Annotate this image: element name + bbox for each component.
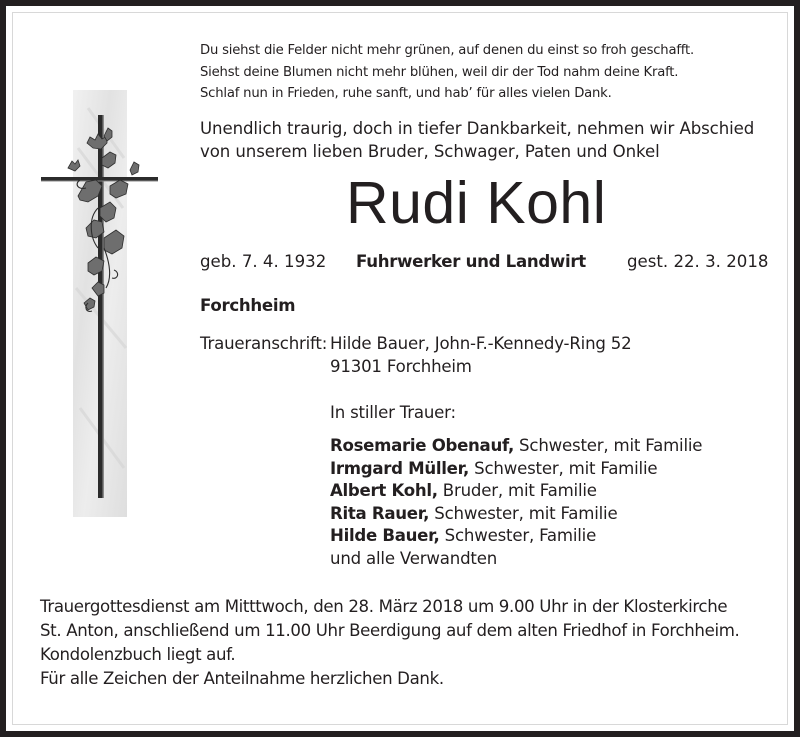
mourning-address-label: Traueranschrift: xyxy=(200,334,328,353)
mourner-name: Rita Rauer, xyxy=(330,503,430,523)
mourner-item xyxy=(330,480,702,503)
mourner-item xyxy=(330,503,702,526)
mourners-list xyxy=(330,435,702,570)
death-date: gest. 22. 3. 2018 xyxy=(627,252,769,271)
condolence-note: Kondolenzbuch liegt auf. xyxy=(40,645,236,664)
mourner-relation: Schwester, mit Familie xyxy=(469,458,658,478)
poem-line: Du siehst die Felder nicht mehr grünen, auf denen du einst so froh geschafft. xyxy=(200,43,694,58)
mourner-relation: Schwester, mit Familie xyxy=(429,503,618,523)
hometown: Forchheim xyxy=(200,296,296,315)
mourner-item xyxy=(330,435,702,458)
mourner-name: Irmgard Müller, xyxy=(330,458,470,478)
intro-text xyxy=(200,117,754,163)
mourner-name: Hilde Bauer, xyxy=(330,526,440,545)
deceased-name: Rudi Kohl xyxy=(346,170,607,236)
birth-date: geb. 7. 4. 1932 xyxy=(200,252,327,271)
mourner-relation: Schwester, Familie xyxy=(439,526,597,545)
mourner-item xyxy=(330,458,702,481)
poem-line: Siehst deine Blumen nicht mehr blühen, weil dir der Tod nahm deine Kraft. xyxy=(200,64,679,80)
occupation: Fuhrwerker und Landwirt xyxy=(356,252,586,271)
mourner-name: Rosemarie Obenauf, xyxy=(330,436,514,455)
poem xyxy=(200,40,694,105)
service-line: Trauergottesdienst am Mitttwoch, den 28. März 2018 um 9.00 Uhr in der Klosterkirche xyxy=(40,597,728,616)
intro-line: Unendlich traurig, doch in tiefer Dankbarkeit, nehmen wir Abschied xyxy=(200,119,755,138)
ivy-cross-icon xyxy=(38,88,162,520)
mourner-relation: Bruder, mit Familie xyxy=(437,481,597,500)
service-details xyxy=(40,595,739,642)
mourning-address xyxy=(330,332,632,378)
mourners-heading: In stiller Trauer: xyxy=(330,403,456,422)
mourner-name: Albert Kohl, xyxy=(330,481,438,500)
poem-line: Schlaf nun in Frieden, ruhe sanft, und hab’ für alles vielen Dank. xyxy=(200,86,612,101)
mourner-item xyxy=(330,525,702,548)
mourners-closing: und alle Verwandten xyxy=(330,548,498,568)
intro-line: von unserem lieben Bruder, Schwager, Paten und Onkel xyxy=(200,142,660,161)
service-line: St. Anton, anschließend um 11.00 Uhr Beerdigung auf dem alten Friedhof in Forchheim. xyxy=(40,620,740,640)
thanks-note: Für alle Zeichen der Anteilnahme herzlichen Dank. xyxy=(40,669,444,688)
address-line-1: Hilde Bauer, John-F.-Kennedy-Ring 52 xyxy=(330,334,632,353)
mourner-relation: Schwester, mit Familie xyxy=(513,436,703,455)
address-line-2: 91301 Forchheim xyxy=(330,357,472,376)
